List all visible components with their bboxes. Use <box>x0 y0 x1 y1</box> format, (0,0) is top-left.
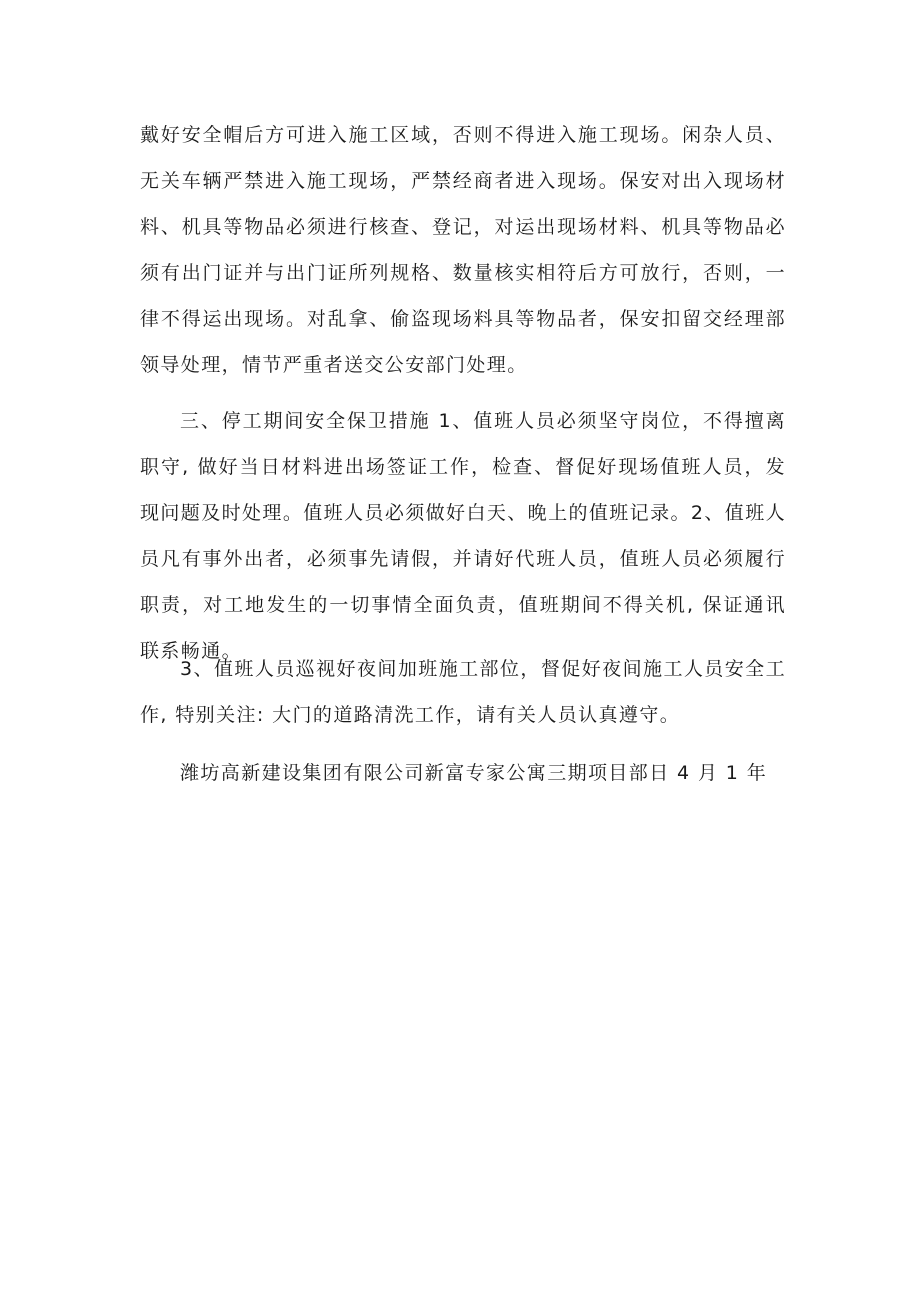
paragraph-signature: 潍坊高新建设集团有限公司新富专家公寓三期项目部日 4 月 1 年 <box>180 762 768 784</box>
paragraph-night-patrol: 3、值班人员巡视好夜间加班施工部位，督促好夜间施工人员安全工作, 特别关注: 大门的道路清洗工作，请有关人员认真遵守。 <box>140 658 786 726</box>
paragraph-shutdown-security: 三、停工期间安全保卫措施 1、值班人员必须坚守岗位，不得擅离职守, 做好当日材料进出场签证工作，检查、督促好现场值班人员，发现问题及时处理。值班人员必须做好白天、晚上的值班记录。2、值班人员凡有事外出者，必须事先请假，并请好代班人员，值班人员必须履行职责，对工地发生的一切事情全面负责，值班期间不得关机, 保证通讯联系畅通。 <box>140 410 786 662</box>
paragraph-entry-rules: 戴好安全帽后方可进入施工区域，否则不得进入施工现场。闲杂人员、无关车辆严禁进入施工现场，严禁经商者进入现场。保安对出入现场材料、机具等物品必须进行核查、登记，对运出现场材料、机具等物品必须有出门证并与出门证所列规格、数量核实相符后方可放行，否则，一律不得运出现场。对乱拿、偷盗现场料具等物品者，保安扣留交经理部领导处理，情节严重者送交公安部门处理。 <box>140 124 786 376</box>
